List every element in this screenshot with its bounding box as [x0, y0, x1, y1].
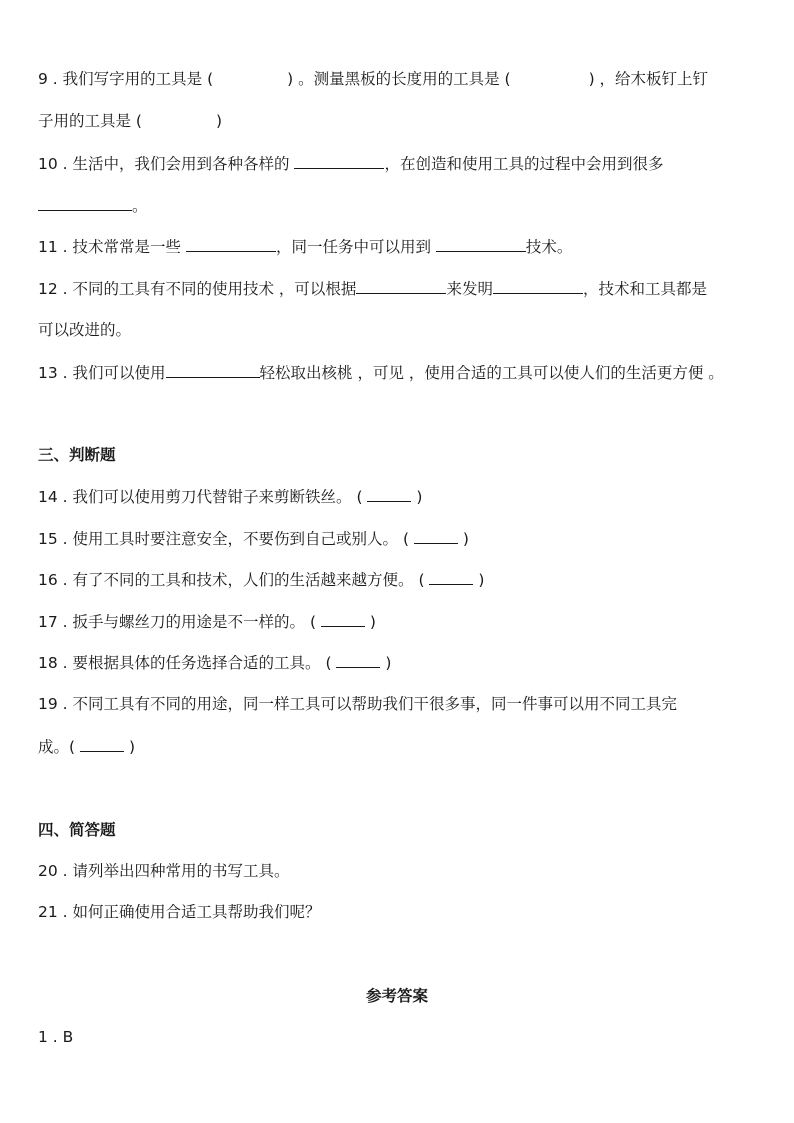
q12-text-2: 来发明	[446, 280, 493, 298]
q11-text-2: ，同一任务中可以用到	[275, 238, 431, 256]
question-15	[38, 527, 469, 550]
q19-paren-close: )	[128, 738, 136, 756]
question-17	[38, 610, 376, 633]
q13-text-1: 13 . 我们可以使用	[38, 364, 166, 382]
q17-answer-blank[interactable]	[321, 610, 365, 627]
q14-paren-open: (	[356, 488, 363, 506]
question-12-continued	[38, 319, 131, 341]
q16-paren-open: (	[418, 571, 425, 589]
q14-answer-blank[interactable]	[367, 485, 411, 502]
q17-paren-close: )	[369, 613, 376, 631]
q14-paren-close: )	[416, 488, 423, 506]
q9-text-5: )	[215, 112, 223, 130]
question-21: 21 . 如何正确使用合适工具帮助我们呢？	[38, 903, 321, 921]
question-18	[38, 651, 391, 674]
q12-text-3: ，技术和工具都是	[582, 280, 707, 298]
q10-answer-blank-1[interactable]	[294, 152, 384, 169]
question-14	[38, 485, 422, 508]
q10-answer-blank-2[interactable]	[38, 194, 132, 211]
q10-text-3: 。	[132, 197, 148, 215]
q9-text-1: 9 . 我们写字用的工具是 (	[38, 70, 214, 88]
q9-text-3: ) ，给木板钉上钉	[588, 70, 709, 88]
question-10-continued	[38, 194, 148, 217]
question-9	[38, 68, 708, 90]
question-10	[38, 152, 663, 175]
q14-text: 14 . 我们可以使用剪刀代替钳子来剪断铁丝。	[38, 488, 352, 506]
q12-answer-blank-1[interactable]	[356, 277, 446, 294]
q11-answer-blank-1[interactable]	[186, 235, 276, 252]
q19-text-1: 19 . 不同工具有不同的用途，同一样工具可以帮助我们干很多事，同一件事可以用不同工具完	[38, 695, 678, 713]
q16-answer-blank[interactable]	[429, 568, 473, 585]
question-19	[38, 693, 677, 715]
q11-text-1: 11 . 技术常常是一些	[38, 238, 182, 256]
question-9-continued	[38, 110, 222, 132]
q17-text: 17 . 扳手与螺丝刀的用途是不一样的。	[38, 613, 306, 631]
q10-text-1: 10 . 生活中，我们会用到各种各样的	[38, 155, 290, 173]
answer-1: 1 . B	[38, 1028, 74, 1046]
q16-text: 16 . 有了不同的工具和技术，人们的生活越来越方便。	[38, 571, 414, 589]
q19-paren-open: (	[69, 738, 76, 756]
q18-text: 18 . 要根据具体的任务选择合适的工具。	[38, 654, 321, 672]
q15-paren-open: (	[402, 530, 410, 548]
question-20: 20 . 请列举出四种常用的书写工具。	[38, 862, 290, 880]
q11-answer-blank-2[interactable]	[436, 235, 526, 252]
q11-text-3: 技术。	[525, 238, 573, 256]
question-16	[38, 568, 484, 591]
q10-text-2: ，在创造和使用工具的过程中会用到很多	[384, 155, 664, 173]
q12-answer-blank-2[interactable]	[493, 277, 583, 294]
q18-answer-blank[interactable]	[336, 651, 380, 668]
q17-paren-open: (	[309, 613, 317, 631]
q12-text-4: 可以改进的。	[38, 321, 132, 339]
q9-text-2: ) 。测量黑板的长度用的工具是 (	[287, 70, 511, 88]
q13-answer-blank[interactable]	[166, 361, 260, 378]
q15-paren-close: )	[462, 530, 469, 548]
q18-paren-close: )	[385, 654, 392, 672]
q13-text-2: 轻松取出核桃 ，可见 ，使用合适的工具可以使人们的生活更方便 。	[259, 364, 724, 382]
q18-paren-open: (	[325, 654, 332, 672]
q15-text: 15 . 使用工具时要注意安全，不要伤到自己或别人。	[38, 530, 399, 548]
question-13	[38, 361, 724, 384]
question-11	[38, 235, 572, 258]
question-19-continued	[38, 735, 135, 758]
q16-paren-close: )	[478, 571, 485, 589]
section-3-heading: 三、判断题	[38, 446, 116, 464]
section-4-heading: 四、简答题	[38, 821, 116, 839]
q12-text-1: 12 . 不同的工具有不同的使用技术 ，可以根据	[38, 280, 357, 298]
question-12	[38, 277, 707, 300]
q19-answer-blank[interactable]	[80, 735, 124, 752]
q15-answer-blank[interactable]	[414, 527, 458, 544]
q9-text-4: 子用的工具是 (	[38, 112, 142, 130]
answers-title: 参考答案	[365, 987, 428, 1005]
q19-text-2: 成。	[38, 738, 70, 756]
